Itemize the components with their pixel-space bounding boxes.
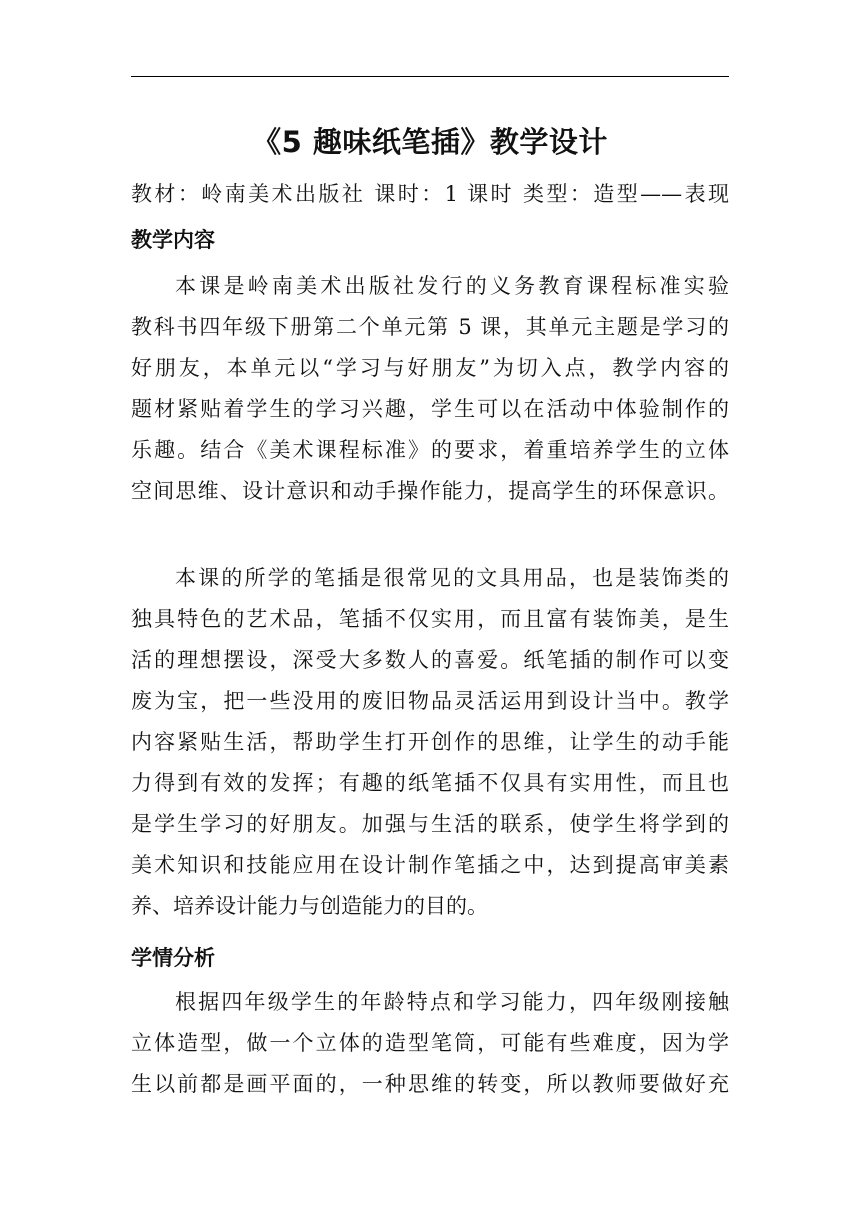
paragraph-analysis-1 xyxy=(131,982,729,1105)
section-heading-analysis: 学情分析 xyxy=(131,946,215,970)
paragraph-line: 好朋友，本单元以“学习与好朋友”为切入点，教学内容的 xyxy=(131,356,729,380)
paragraph-line: 是学生学习的好朋友。加强与生活的联系，使学生将学到的 xyxy=(131,812,729,836)
course-meta: 教材：岭南美术出版社 课时：1 课时 类型：造型——表现 xyxy=(131,182,729,206)
paragraph-line: 活的理想摆设，深受大多数人的喜爱。纸笔插的制作可以变 xyxy=(131,648,729,672)
paragraph-line: 题材紧贴着学生的学习兴趣，学生可以在活动中体验制作的 xyxy=(131,397,729,421)
paragraph-line: 生以前都是画平面的，一种思维的转变，所以教师要做好充 xyxy=(131,1072,729,1096)
paragraph-line: 养、培养设计能力与创造能力的目的。 xyxy=(131,894,488,918)
section-heading-content: 教学内容 xyxy=(131,228,215,252)
document-page xyxy=(131,0,729,1216)
paragraph-line: 废为宝，把一些没用的废旧物品灵活运用到设计当中。教学 xyxy=(131,689,729,713)
paragraph-line: 根据四年级学生的年龄特点和学习能力，四年级刚接触 xyxy=(175,990,729,1014)
paragraph-line: 美术知识和技能应用在设计制作笔插之中，达到提高审美素 xyxy=(131,853,729,877)
paragraph-line: 空间思维、设计意识和动手操作能力，提高学生的环保意识。 xyxy=(131,479,729,503)
paragraph-line: 力得到有效的发挥；有趣的纸笔插不仅具有实用性，而且也 xyxy=(131,771,729,795)
paragraph-content-2 xyxy=(131,558,729,927)
paragraph-line: 本课是岭南美术出版社发行的义务教育课程标准实验 xyxy=(175,274,729,298)
paragraph-content-1 xyxy=(131,266,729,512)
paragraph-line: 教科书四年级下册第二个单元第 5 课，其单元主题是学习的 xyxy=(131,315,729,339)
paragraph-line: 本课的所学的笔插是很常见的文具用品，也是装饰类的 xyxy=(175,566,729,590)
paragraph-line: 内容紧贴生活，帮助学生打开创作的思维，让学生的动手能 xyxy=(131,730,729,754)
paragraph-line: 立体造型，做一个立体的造型笔筒，可能有些难度，因为学 xyxy=(131,1031,729,1055)
header-rule xyxy=(131,76,729,77)
paragraph-line: 乐趣。结合《美术课程标准》的要求，着重培养学生的立体 xyxy=(131,438,729,462)
paragraph-line: 独具特色的艺术品，笔插不仅实用，而且富有装饰美，是生 xyxy=(131,607,729,631)
document-title: 《5 趣味纸笔插》教学设计 xyxy=(252,125,608,159)
